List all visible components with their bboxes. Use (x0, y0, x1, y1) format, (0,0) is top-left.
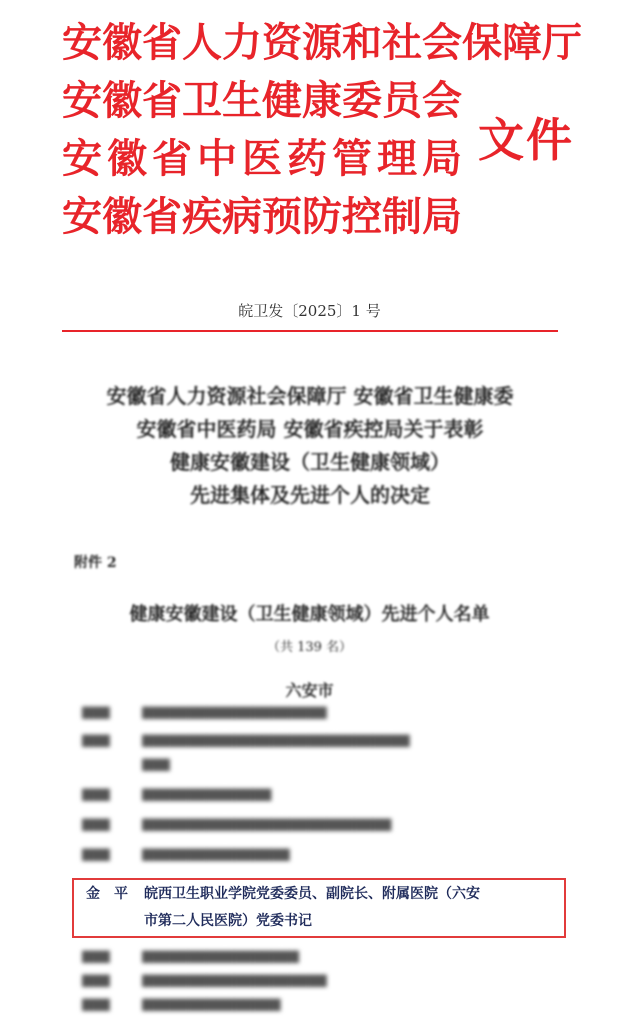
letterhead-char: 保 (462, 19, 502, 66)
letterhead-char: 厅 (542, 19, 582, 66)
letterhead-char: 疾 (182, 193, 222, 240)
letterhead-char: 康 (302, 77, 342, 124)
letterhead-char: 社 (382, 19, 422, 66)
letterhead-char: 安 (62, 193, 102, 240)
letterhead-char: 病 (222, 193, 262, 240)
letterhead-char: 会 (422, 19, 462, 66)
letterhead-char: 局 (422, 135, 462, 182)
org-line-1 (62, 14, 582, 72)
letterhead-char: 源 (302, 19, 342, 66)
letterhead-char: 药 (287, 135, 327, 182)
letterhead-char: 安 (62, 135, 102, 182)
letterhead-char: 省 (142, 19, 182, 66)
highlight-name: 金平 (86, 886, 142, 902)
letterhead-char: 安 (62, 77, 102, 124)
letterhead-char: 省 (152, 135, 192, 182)
letterhead-char: 预 (262, 193, 302, 240)
city-heading: 六安市 (285, 681, 334, 700)
letterhead-char: 会 (422, 77, 462, 124)
list-title: 健康安徽建设（卫生健康领域）先进个人名单 (129, 604, 490, 625)
letterhead-char: 徽 (107, 135, 147, 182)
letterhead-char: 中 (197, 135, 237, 182)
letterhead-char: 委 (342, 77, 382, 124)
blurred-list-bottom: ▇▇▇ ▇▇▇▇▇▇▇▇▇▇▇▇▇▇▇▇▇ ▇▇▇ ▇▇▇▇▇▇▇▇▇▇▇▇▇▇▇▇▇▇▇▇ ▇▇▇ ▇▇▇▇▇▇▇▇▇▇▇▇▇▇▇ (82, 949, 327, 1011)
title-line: 安徽省人力资源社会保障厅 安徽省卫生健康委 (106, 384, 514, 408)
letterhead-char: 健 (262, 77, 302, 124)
letterhead-char: 制 (382, 193, 422, 240)
highlight-desc-line1: 皖西卫生职业学院党委委员、副院长、附属医院（六安 (144, 886, 480, 902)
letterhead-char: 省 (142, 77, 182, 124)
red-divider (62, 330, 558, 332)
letterhead-char: 人 (182, 19, 222, 66)
letterhead-char: 卫 (182, 77, 222, 124)
letterhead-char: 资 (262, 19, 302, 66)
document-number: 皖卫发〔2025〕1 号 (238, 302, 381, 320)
letterhead-char: 徽 (102, 19, 142, 66)
letterhead-char: 生 (222, 77, 262, 124)
blurred-list-top: ▇▇▇ ▇▇▇▇▇▇▇▇▇▇▇▇▇▇▇▇▇▇▇▇ ▇▇▇ ▇▇▇▇▇▇▇▇▇▇▇▇▇▇▇▇▇▇▇▇▇▇▇▇▇▇▇▇▇ ▇▇▇ ▇▇▇ ▇▇▇▇▇▇▇▇▇▇▇▇▇▇ ▇▇▇ ▇▇▇▇▇▇▇▇▇▇▇▇▇▇▇▇▇▇▇▇▇▇▇▇▇▇▇ ▇▇▇ ▇▇▇▇▇▇▇▇▇▇▇▇▇▇▇▇ (82, 705, 410, 861)
org-line-4 (62, 188, 462, 246)
letterhead-char: 徽 (102, 193, 142, 240)
title-line: 安徽省中医药局 安徽省疾控局关于表彰 (136, 417, 484, 441)
letterhead-char: 安 (62, 19, 102, 66)
letterhead-char: 省 (142, 193, 182, 240)
document-title (40, 380, 580, 512)
letterhead-char: 管 (332, 135, 372, 182)
letterhead-char: 力 (222, 19, 262, 66)
letterhead-char: 徽 (102, 77, 142, 124)
letterhead-char: 医 (242, 135, 282, 182)
letterhead-char: 理 (377, 135, 417, 182)
org-line-3 (62, 130, 462, 188)
attachment-label: 附件 2 (74, 555, 117, 571)
title-line: 先进集体及先进个人的决定 (190, 483, 430, 507)
letterhead-char: 障 (502, 19, 542, 66)
letterhead-char: 员 (382, 77, 422, 124)
letterhead-char: 防 (302, 193, 342, 240)
doc-suffix: 文件 (478, 113, 574, 167)
highlight-desc-line2: 市第二人民医院）党委书记 (144, 913, 312, 929)
letterhead-char: 控 (342, 193, 382, 240)
total-count: （共 139 名） (266, 640, 353, 655)
letterhead-char: 和 (342, 19, 382, 66)
org-line-2 (62, 72, 462, 130)
title-line: 健康安徽建设（卫生健康领域） (170, 450, 450, 474)
letterhead-char: 局 (422, 193, 462, 240)
